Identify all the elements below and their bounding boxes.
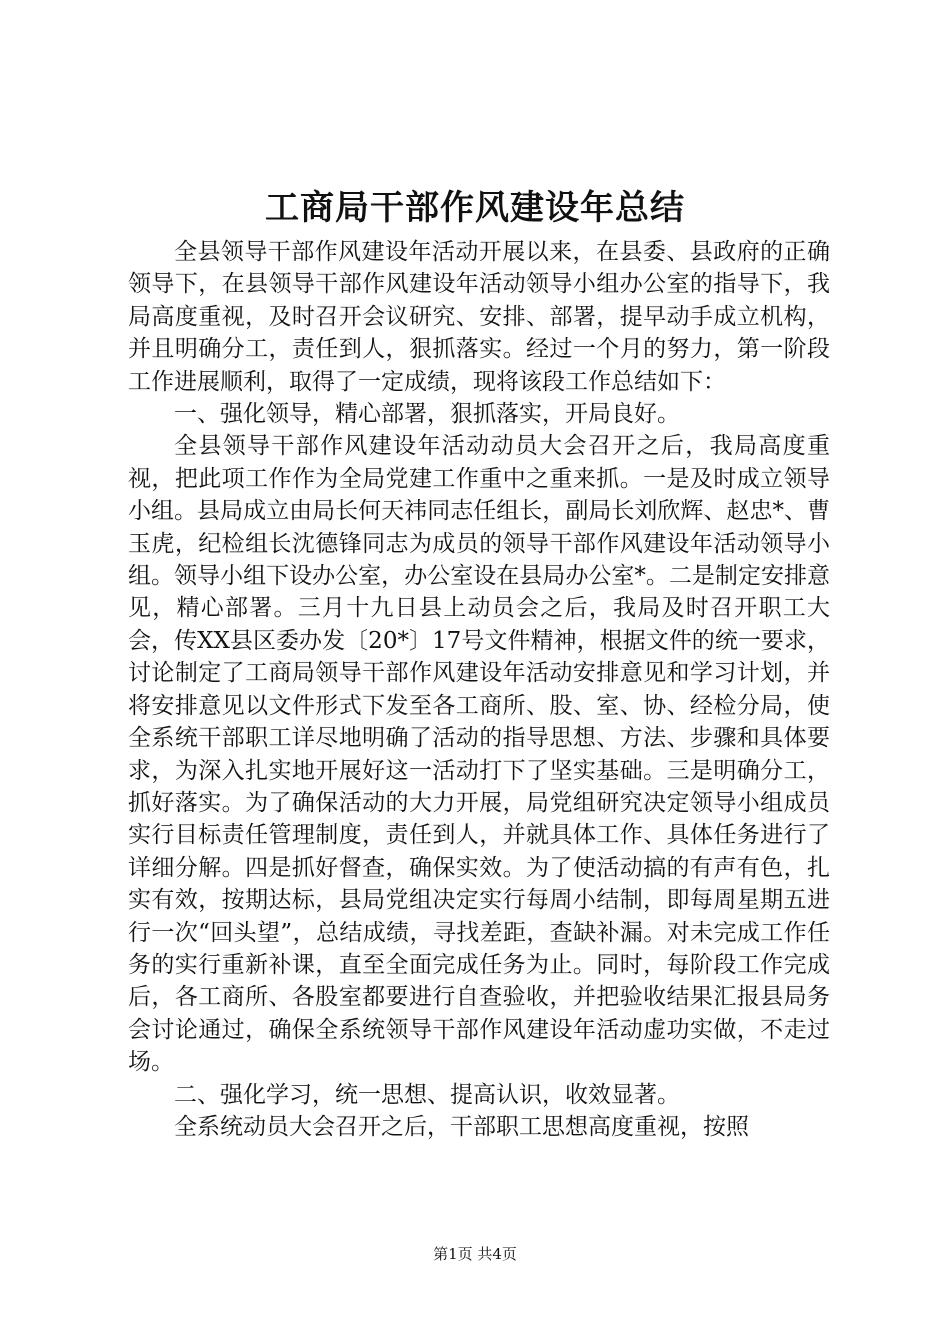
paragraph-section-1: 全县领导干部作风建设年活动动员大会召开之后，我局高度重视，把此项工作作为全局党建工作重中之重来抓。一是及时成立领导小组。县局成立由局长何天祎同志任组长，副局长刘欣辉、赵忠*、曹玉虎，纪检组长沈德锋同志为成员的领导干部作风建设年活动领导小组。领导小组下设办公室，办公室设在县局办公室*。二是制定安排意见，精心部署。三月十九日县上动员会之后，我局及时召开职工大会，传XX县区委办发〔20*〕17号文件精神，根据文件的统一要求，讨论制定了工商局领导干部作风建设年活动安排意见和学习计划，并将安排意见以文件形式下发至各工商所、股、室、协、经检分局，使全系统干部职工详尽地明确了活动的指导思想、方法、步骤和具体要求，为深入扎实地开展好这一活动打下了坚实基础。三是明确分工，抓好落实。为了确保活动的大力开展，局党组研究决定领导小组成员实行目标责任管理制度，责任到人，并就具体工作、具体任务进行了详细分解。四是抓好督查，确保实效。为了使活动搞的有声有色，扎实有效，按期达标，县局党组决定实行每周小结制，即每周星期五进行一次“回头望”，总结成绩，寻找差距，查缺补漏。对未完成工作任务的实行重新补课，直至全面完成任务为止。同时，每阶段工作完成后，各工商所、各股室都要进行自查验收，并把验收结果汇报县局务会讨论通过，确保全系统领导干部作风建设年活动虚功实做，不走过场。 <box>128 433 830 1076</box>
document-title: 工商局干部作风建设年总结 <box>265 188 685 228</box>
page-footer: 第1页 共4页 <box>433 1245 517 1263</box>
paragraph-intro: 全县领导干部作风建设年活动开展以来，在县委、县政府的正确领导下，在县领导干部作风建设年活动领导小组办公室的指导下，我局高度重视，及时召开会议研究、安排、部署，提早动手成立机构，并且明确分工，责任到人，狠抓落实。经过一个月的努力，第一阶段工作进展顺利，取得了一定成绩，现将该段工作总结如下： <box>128 239 830 395</box>
heading-section-1: 一、强化领导，精心部署，狠抓落实，开局良好。 <box>174 401 680 428</box>
paragraph-section-2: 全系统动员大会召开之后，干部职工思想高度重视，按照 <box>174 1113 749 1140</box>
heading-section-2: 二、强化学习，统一思想、提高认识，收效显著。 <box>174 1081 680 1108</box>
document-body <box>128 236 830 1143</box>
